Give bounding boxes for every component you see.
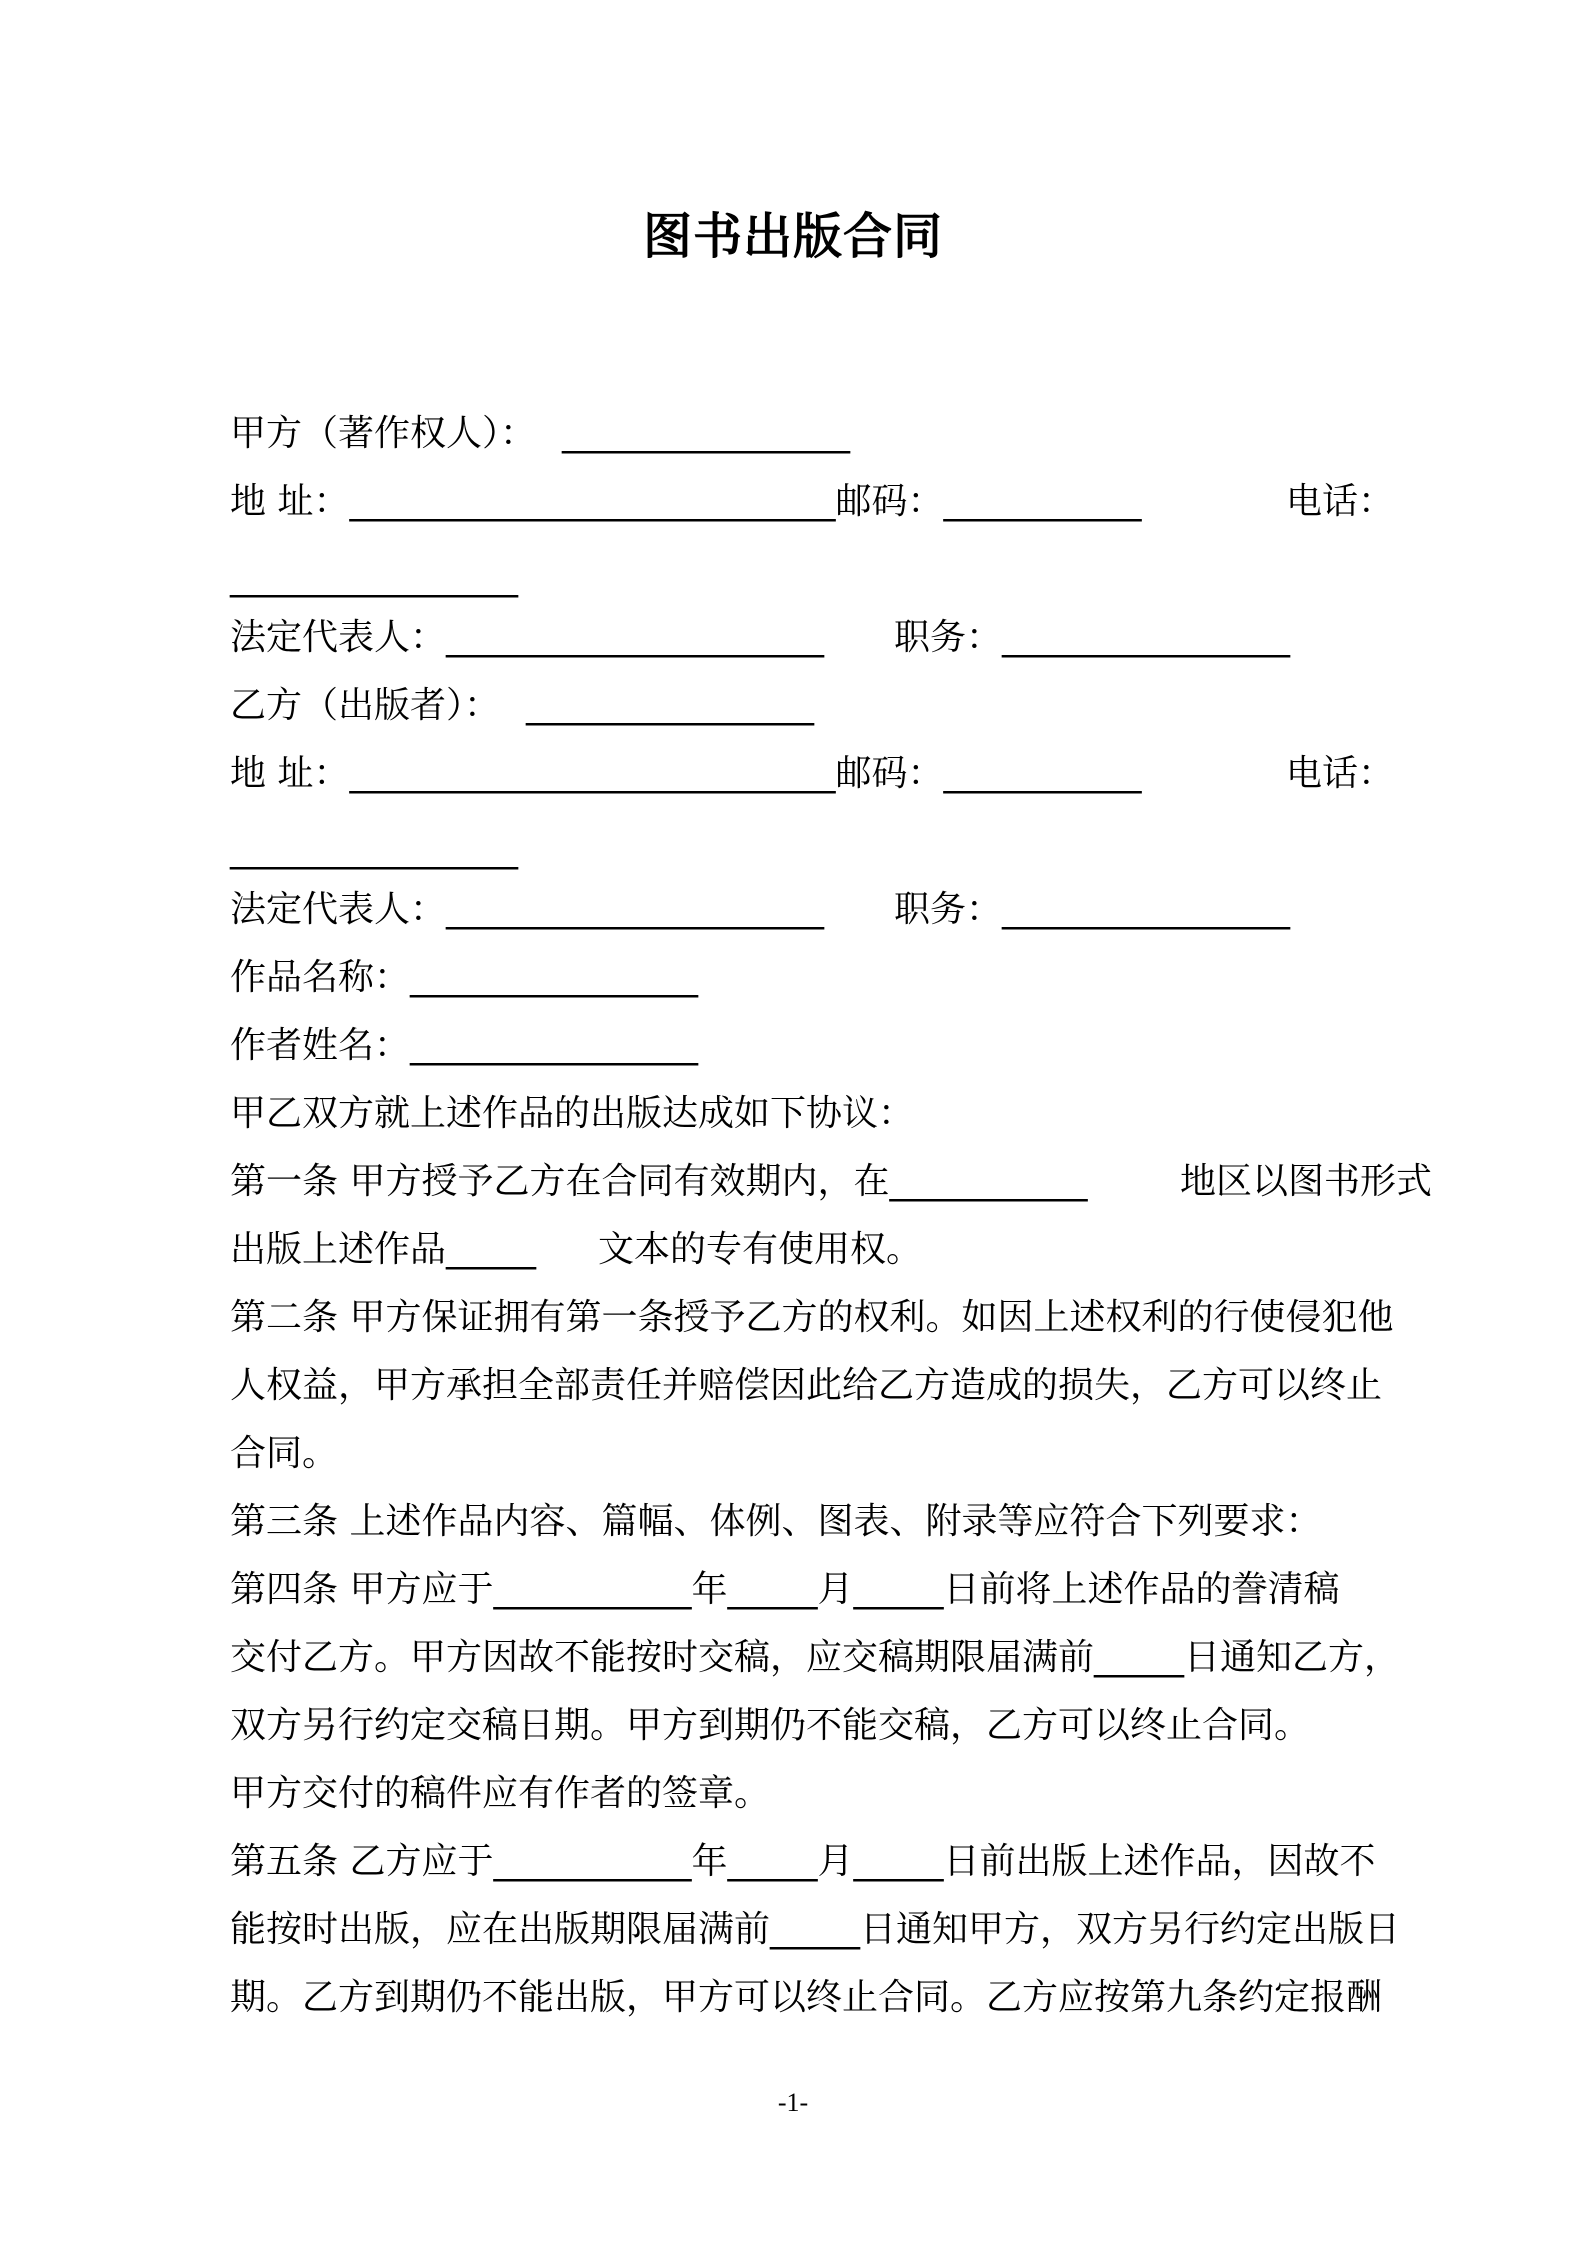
article-1-line-2 [230,1216,1440,1284]
article-1-text-a: 第一条 甲方授予乙方在合同有效期内，在___________ [230,1161,1088,1202]
author-name: 作者姓名：________________ [230,1025,699,1066]
party-b-label: 乙方（出版者）： [230,685,501,726]
party-a-phone-label: 电话： [1286,481,1395,522]
party-b-rep: 法定代表人：_____________________ [230,889,825,930]
article-2-line-2 [230,1352,1440,1420]
article-1-text-d: 文本的专有使用权。 [598,1229,923,1270]
work-name: 作品名称：________________ [230,957,699,998]
intro-text: 甲乙双方就上述作品的出版达成如下协议： [230,1093,915,1134]
party-b-phone-blank: ________________ [230,829,518,870]
article-4-line-1 [230,1556,1440,1624]
article-3-line [230,1488,1440,1556]
party-a-phone-blank: ________________ [230,557,518,598]
article-5-text-2: 能按时出版，应在出版期限届满前_____日通知甲方，双方另行约定出版日 [230,1909,1401,1950]
party-a-rep-line [230,604,1440,672]
article-1-line-1 [230,1148,1440,1216]
article-5-text-1: 第五条 乙方应于___________年_____月_____日前出版上述作品，因故不 [230,1841,1376,1882]
article-5-text-3: 期。乙方到期仍不能出版，甲方可以终止合同。乙方应按第九条约定报酬 [230,1977,1383,2018]
article-2-line-1 [230,1284,1440,1352]
party-a-position: 职务：________________ [894,617,1291,658]
author-name-line [230,1012,1440,1080]
party-b-phone-line [230,808,1440,876]
article-4-line-4 [230,1760,1440,1828]
page-number: -1- [777,2088,809,2117]
article-5-line-3 [230,1964,1440,2032]
article-1-text-b: 地区以图书形式 [1180,1161,1433,1202]
article-2-text-2: 人权益，甲方承担全部责任并赔偿因此给乙方造成的损失，乙方可以终止 [230,1365,1383,1406]
page-title: 图书出版合同 [642,208,943,265]
article-3-text: 第三条 上述作品内容、篇幅、体例、图表、附录等应符合下列要求： [230,1501,1322,1542]
article-1-text-c: 出版上述作品_____ [230,1229,537,1270]
article-4-line-3 [230,1692,1440,1760]
work-name-line [230,944,1440,1012]
party-a-rep: 法定代表人：_____________________ [230,617,825,658]
article-4-text-3: 双方另行约定交稿日期。甲方到期仍不能交稿，乙方可以终止合同。 [230,1705,1311,1746]
party-b-line [230,672,1440,740]
party-a-address: 地 址：___________________________邮码：___________ [230,481,1142,522]
intro-line [230,1080,1440,1148]
party-b-phone-label: 电话： [1286,753,1395,794]
contract-body [230,400,1440,2032]
party-b-position: 职务：________________ [894,889,1291,930]
party-a-label: 甲方（著作权人）： [230,413,537,454]
party-b-address-line [230,740,1440,808]
article-4-line-2 [230,1624,1440,1692]
article-4-text-1: 第四条 甲方应于___________年_____月_____日前将上述作品的誊清稿 [230,1569,1340,1610]
article-2-text-3: 合同。 [230,1433,339,1474]
party-a-blank: ________________ [562,413,850,454]
article-5-line-2 [230,1896,1440,1964]
article-4-text-2: 交付乙方。甲方因故不能按时交稿，应交稿期限届满前_____日通知乙方， [230,1637,1401,1678]
party-b-address: 地 址：___________________________邮码：___________ [230,753,1142,794]
article-2-line-3 [230,1420,1440,1488]
party-a-phone-line [230,536,1440,604]
party-b-blank: ________________ [526,685,814,726]
article-5-line-1 [230,1828,1440,1896]
party-b-rep-line [230,876,1440,944]
party-a-line [230,400,1440,468]
article-4-text-4: 甲方交付的稿件应有作者的签章。 [230,1773,771,1814]
article-2-text-1: 第二条 甲方保证拥有第一条授予乙方的权利。如因上述权利的行使侵犯他 [230,1297,1394,1338]
party-a-address-line [230,468,1440,536]
